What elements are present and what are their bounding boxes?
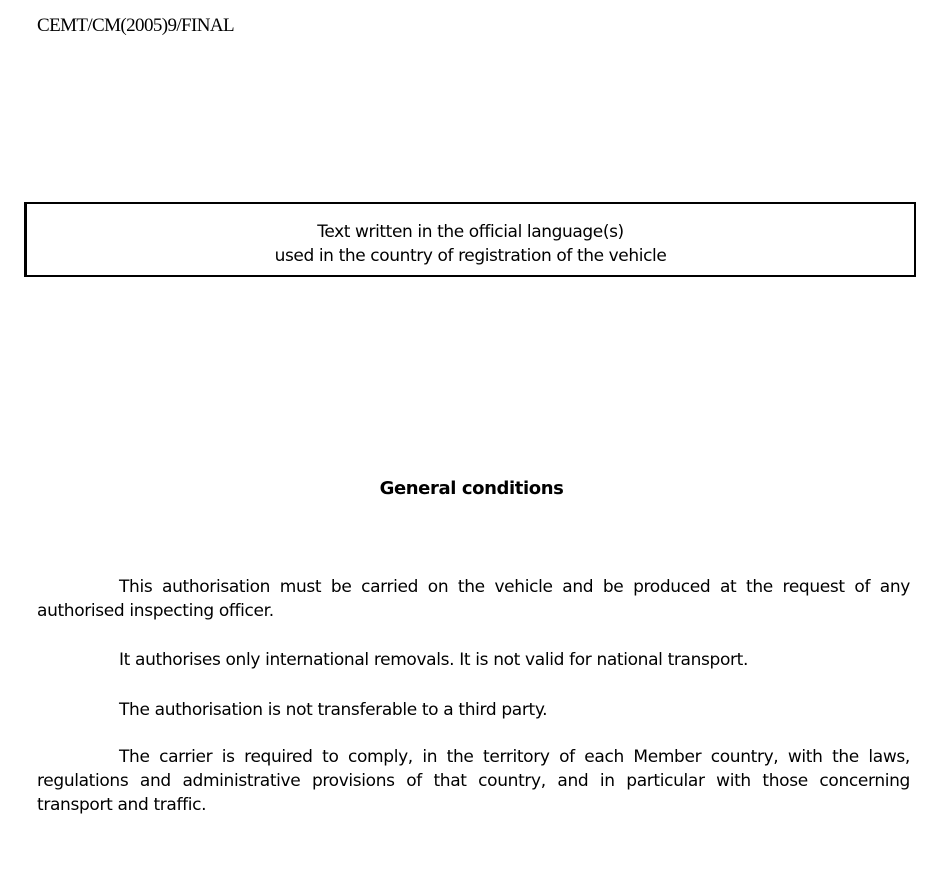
notice-line-2: used in the country of registration of the vehicle xyxy=(274,246,667,266)
paragraph-carry-authorisation: This authorisation must be carried on the vehicle and be produced at the request of any authorised inspecting officer. xyxy=(37,577,910,621)
section-heading: General conditions xyxy=(379,478,564,499)
language-notice-box xyxy=(24,202,916,277)
notice-line-1: Text written in the official language(s) xyxy=(317,222,624,242)
paragraph-international-removals: It authorises only international removals. It is not valid for national transport. xyxy=(119,650,749,670)
document-reference: CEMT/CM(2005)9/FINAL xyxy=(37,15,235,36)
paragraph-carrier-compliance: The carrier is required to comply, in the territory of each Member country, with the laws, regulations and administrative provisions of that country, and in particular with those concerning transport and traffic. xyxy=(37,747,910,815)
paragraph-not-transferable: The authorisation is not transferable to a third party. xyxy=(119,700,548,720)
